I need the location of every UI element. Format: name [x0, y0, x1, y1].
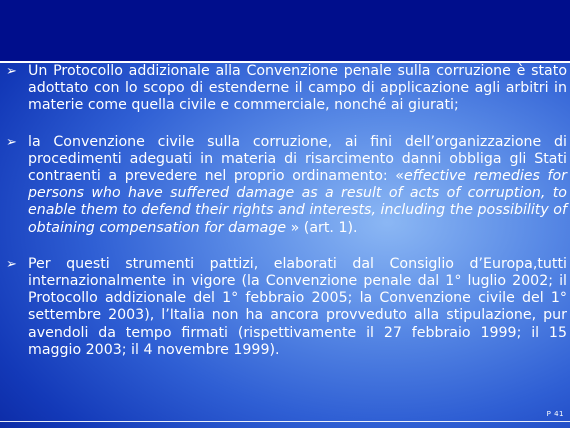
footer-divider	[0, 421, 570, 422]
bullet-text: Per questi strumenti pattizi, elaborati dal Consiglio d’Europa,tutti internazionalmente in vigore (la Convenzione penale dal 1° luglio 2002; il Protocollo addizionale del 1° febbraio 2005; la Convenzione civile del 1° settembre 2003), l’Italia non ha ancora provveduto alla stipulazione, pur avendoli da tempo firmati (rispettivamente il 27 febbraio 1999; il 15 maggio 2003; il 4 novembre 1999).	[28, 255, 567, 358]
arrow-bullet-icon: ➢	[6, 134, 17, 150]
header-bar	[0, 0, 570, 61]
bullet-text	[28, 134, 567, 237]
bullet-text-before: la Convenzione civile sulla corruzione, ai fini dell’organizzazione di procedimenti adeguati in materia di risarcimento danni obbliga gli Stati contraenti a prevedere nel proprio ordinamento: «	[28, 133, 567, 185]
bullet-text: Un Protocollo addizionale alla Convenzione penale sulla corruzione è stato adottato con lo scopo di estenderne il campo di applicazione agli arbitri in materie come quella civile e commerciale, nonché ai giurati;	[28, 63, 567, 114]
bullet-item	[6, 134, 567, 237]
bullet-item	[6, 63, 567, 115]
arrow-bullet-icon: ➢	[6, 256, 17, 272]
page-number: P 41	[546, 410, 564, 418]
bullet-text-after: » (art. 1).	[286, 219, 358, 236]
bullet-item	[6, 256, 567, 359]
bullet-text-italic-quote: effective remedies for persons who have suffered damage as a result of acts of corruption, to enable them to defend their rights and interests, including the possibility of obtaining compensation for damage	[28, 168, 567, 236]
slide-content	[6, 63, 567, 378]
arrow-bullet-icon: ➢	[6, 64, 17, 79]
